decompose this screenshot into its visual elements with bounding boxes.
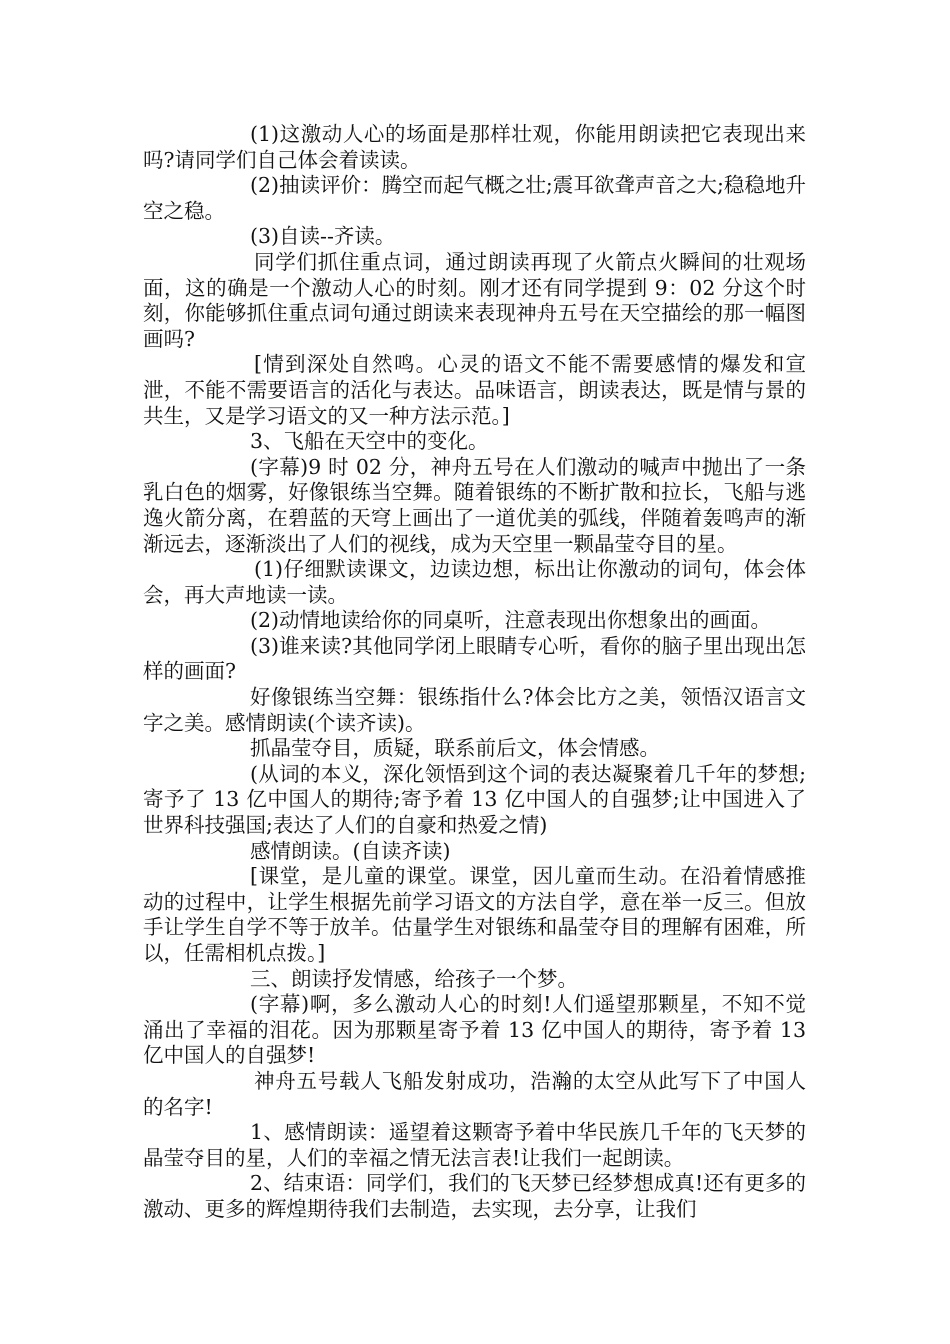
paragraph: [课堂，是儿童的课堂。课堂，因儿童而生动。在沿着情感推动的过程中，让学生根据先前学习语文的方法自学，意在举一反三。但放手让学生自学不等于放羊。估量学生对银练和晶莹夺目的理解有困难，所以，任需相机点拨。]: [143, 864, 806, 965]
paragraph: (3)谁来读?其他同学闭上眼睛专心听，看你的脑子里出现出怎样的画面?: [143, 633, 806, 684]
paragraph: (2)动情地读给你的同桌听，注意表现出你想象出的画面。: [250, 608, 772, 633]
paragraph: (1)这激动人心的场面是那样壮观，你能用朗读把它表现出来吗?请同学们自己体会着读读。: [143, 122, 806, 172]
paragraph: (字幕)啊，多么激动人心的时刻!人们遥望那颗星，不知不觉涌出了幸福的泪花。因为那颗星寄予着 13 亿中国人的期待，寄予着 13 亿中国人的自强梦!: [143, 992, 806, 1068]
paragraph: (2)抽读评价：腾空而起气概之壮;震耳欲聋声音之大;稳稳地升空之稳。: [143, 173, 806, 223]
paragraph: (字幕)9 时 02 分，神舟五号在人们激动的喊声中抛出了一条乳白色的烟雾，好像银练当空舞。随着银练的不断扩散和拉长，飞船与逃逸火箭分离，在碧蓝的天穹上画出了一道优美的弧线，伴随着轰鸣声的渐渐远去，逐渐淡出了人们的视线，成为天空里一颗晶莹夺目的星。: [143, 454, 806, 556]
paragraph: (从词的本义，深化领悟到这个词的表达凝聚着几千年的梦想;寄予了 13 亿中国人的期待;寄予着 13 亿中国人的自强梦;让中国进入了世界科技强国;表达了人们的自豪和热爱之情): [143, 761, 806, 838]
paragraph: [情到深处自然鸣。心灵的语文不能不需要感情的爆发和宣泄，不能不需要语言的活化与表达。品味语言，朗读表达，既是情与景的共生，又是学习语文的又一种方法示范。]: [143, 352, 806, 428]
paragraph: 感情朗读。(自读齐读): [250, 838, 451, 863]
paragraph: (1)仔细默读课文，边读边想，标出让你激动的词句，体会体会，再大声地读一读。: [143, 557, 806, 607]
paragraph: 抓晶莹夺目，质疑，联系前后文，体会情感。: [250, 736, 660, 761]
paragraph: 神舟五号载人飞船发射成功，浩瀚的太空从此写下了中国人的名字!: [143, 1068, 806, 1119]
paragraph: 1、感情朗读：遥望着这颗寄予着中华民族几千年的飞天梦的晶莹夺目的星，人们的幸福之情无法言表!让我们一起朗读。: [143, 1120, 806, 1170]
paragraph: 好像银练当空舞：银练指什么?体会比方之美，领悟汉语言文字之美。感情朗读(个读齐读)。: [143, 685, 806, 735]
section-heading: 3、飞船在天空中的变化。: [250, 429, 489, 454]
paragraph: 同学们抓住重点词，通过朗读再现了火箭点火瞬间的壮观场面，这的确是一个激动人心的时刻。刚才还有同学提到 9：02 分这个时刻，你能够抓住重点词句通过朗读来表现神舟五号在天空描绘的那一幅图画吗?: [143, 249, 806, 351]
document-body: [143, 122, 806, 1223]
paragraph: 2、结束语：同学们，我们的飞天梦已经梦想成真!还有更多的激动、更多的辉煌期待我们去制造，去实现，去分享，让我们: [143, 1171, 806, 1221]
paragraph: (3)自读--齐读。: [250, 224, 396, 249]
section-heading: 三、朗读抒发情感，给孩子一个梦。: [250, 966, 578, 991]
